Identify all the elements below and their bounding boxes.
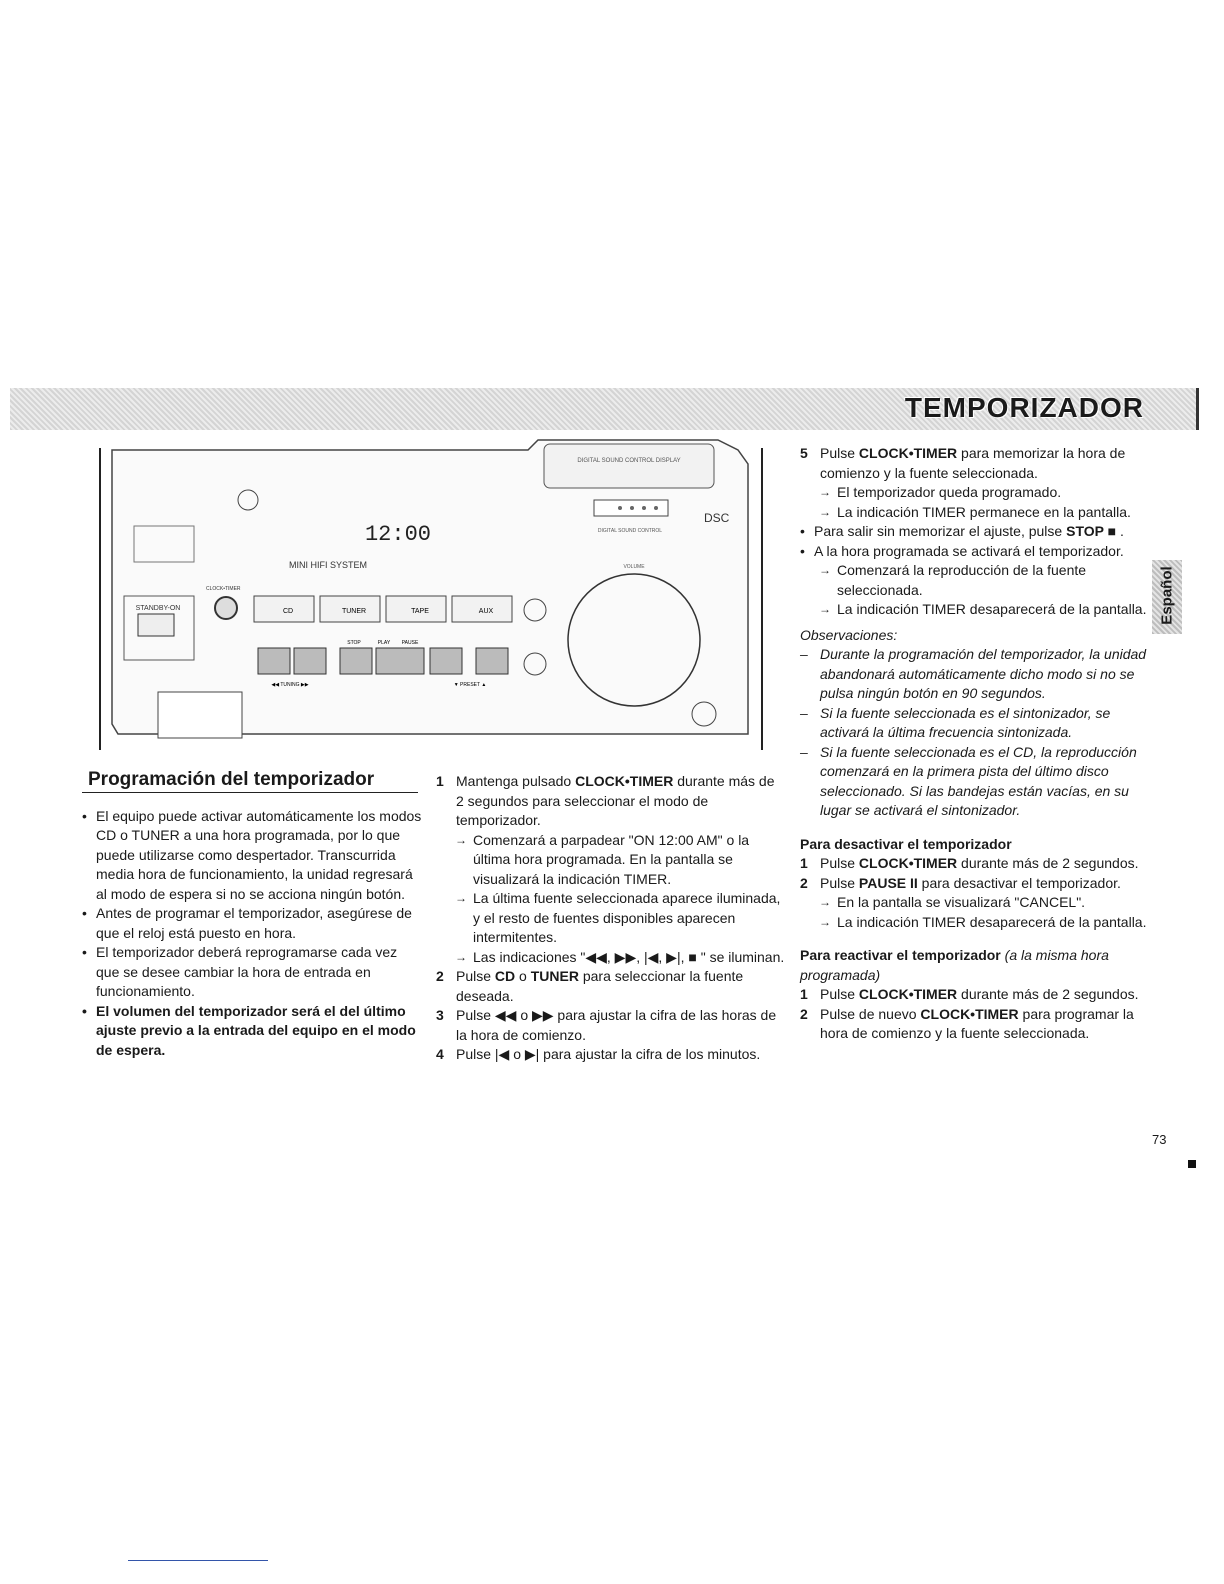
- key-name: CD: [494, 968, 516, 984]
- list-item: • A la hora programada se activará el temporizador.: [800, 542, 1150, 562]
- step-text: durante más de 2 segundos para seleccionar el modo de temporizador.: [456, 773, 775, 828]
- dsc-control-label: DIGITAL SOUND CONTROL: [597, 528, 663, 534]
- pause-label: PAUSE: [401, 640, 419, 646]
- step-text: Pulse de nuevo: [820, 1005, 921, 1022]
- observation-item: – Si la fuente seleccionada es el sintonizador, se activará la última frecuencia sintonizada.: [800, 704, 1150, 743]
- result-line: → Comenzará a parpadear "ON 12:00 AM" o la última hora programada. En la pantalla se visualizará la indicación TIMER.: [436, 831, 786, 890]
- dsc-label: DSC: [704, 511, 730, 525]
- result-line: → La indicación TIMER desaparecerá de la pantalla.: [800, 913, 1150, 933]
- step-number: 1: [436, 773, 444, 789]
- cd-source: CD: [282, 608, 294, 615]
- step-2: [436, 967, 786, 1006]
- heading-note: (a la misma hora programada): [800, 947, 1109, 983]
- step-text: o: [515, 968, 531, 984]
- step-text: durante más de 2 segundos.: [957, 855, 1139, 871]
- step-text: Pulse: [820, 445, 859, 461]
- step-5: [800, 444, 1150, 483]
- clock-timer-label: CLOCK•TIMER: [206, 586, 241, 592]
- intro-list: [82, 807, 422, 1061]
- key-name: CLOCK•TIMER: [575, 773, 674, 789]
- step-text: para seleccionar la fuente deseada.: [456, 968, 744, 1004]
- reactivate-step-2: [800, 1005, 1150, 1044]
- language-tab: [1152, 560, 1182, 634]
- clock-display: 12:00: [364, 522, 432, 547]
- page-number: 73: [1152, 1132, 1167, 1147]
- step-text: Pulse: [820, 874, 859, 891]
- observation-item: – Durante la programación del temporizador, la unidad abandonará automáticamente dicho modo si no se pulsa ningún botón en 90 segundos.: [800, 645, 1150, 704]
- footer-rule: [128, 1560, 268, 1561]
- step-text: Pulse: [820, 986, 859, 1002]
- heading-text: Para reactivar el temporizador: [800, 947, 1001, 963]
- step-text: Pulse ◀◀ o ▶▶ para ajustar la cifra de las horas de la hora de comienzo.: [456, 1007, 777, 1043]
- language-tab-label: Español: [1158, 566, 1176, 625]
- middle-column: [436, 772, 786, 1065]
- list-text: Para salir sin memorizar el ajuste, pulse: [814, 523, 1067, 539]
- left-column: [82, 770, 422, 1060]
- step-1: [436, 772, 786, 831]
- key-name: PAUSE II: [858, 874, 918, 891]
- key-name: CLOCK•TIMER: [920, 1005, 1019, 1022]
- brand-label: MINI HIFI SYSTEM: [288, 560, 368, 570]
- result-line: → La indicación TIMER desaparecerá de la pantalla.: [800, 600, 1150, 620]
- step-number: 2: [800, 1005, 808, 1022]
- step-number: 3: [436, 1007, 444, 1023]
- reactivate-heading: [800, 946, 1150, 985]
- key-name: STOP ■: [1066, 523, 1117, 539]
- notes-list: [800, 522, 1150, 561]
- step-text: Pulse: [820, 855, 859, 871]
- step-number: 5: [800, 445, 808, 461]
- result-line: → Las indicaciones "◀◀, ▶▶, |◀, ▶|, ■ " se iluminan.: [436, 948, 786, 968]
- step-text: para memorizar la hora de comienzo y la fuente seleccionada.: [820, 445, 1126, 481]
- key-name: CLOCK•TIMER: [858, 445, 958, 461]
- step-number: 1: [800, 986, 808, 1002]
- step-text: para programar la hora de comienzo y la fuente seleccionada.: [820, 1005, 1134, 1041]
- key-name: TUNER: [530, 968, 579, 984]
- step-number: 2: [800, 874, 808, 891]
- deactivate-step-1: [800, 854, 1150, 874]
- observation-item: – Si la fuente seleccionada es el CD, la reproducción comenzará en la primera pista del último disco seleccionado. Si las bandejas están vacías, en su lugar se activará el sintonizador.: [800, 743, 1150, 821]
- header-banner: [10, 388, 1199, 430]
- step-number: 4: [436, 1046, 444, 1062]
- section-title: Programación del temporizador: [82, 770, 418, 793]
- list-item: [800, 522, 1150, 542]
- step-4: [436, 1045, 786, 1065]
- play-label: PLAY: [377, 640, 391, 646]
- step-text: para desactivar el temporizador.: [917, 874, 1121, 891]
- step-text: durante más de 2 segundos.: [957, 986, 1139, 1002]
- standby-label: STANDBY-ON: [135, 605, 181, 612]
- key-name: CLOCK•TIMER: [858, 855, 958, 871]
- step-text: Mantenga pulsado: [456, 773, 576, 789]
- step-3: [436, 1006, 786, 1045]
- result-line: → En la pantalla se visualizará "CANCEL".: [800, 893, 1150, 913]
- list-item: • Antes de programar el temporizador, asegúrese de que el reloj está puesto en hora.: [82, 904, 422, 943]
- list-text: .: [1116, 523, 1124, 539]
- preset-label: ▼ PRESET ▲: [453, 682, 487, 688]
- corner-marker: [1188, 1160, 1196, 1168]
- reactivate-step-1: [800, 985, 1150, 1005]
- display-label: DIGITAL SOUND CONTROL DISPLAY: [577, 458, 681, 464]
- list-item: • El temporizador deberá reprogramarse cada vez que se desee cambiar la hora de entrada en funcionamiento.: [82, 943, 422, 1002]
- deactivate-step-2: [800, 874, 1150, 894]
- step-text: Pulse: [456, 968, 495, 984]
- observations-heading: Observaciones:: [800, 626, 898, 643]
- page-title: TEMPORIZADOR: [904, 392, 1144, 423]
- step-number: 2: [436, 968, 444, 984]
- deactivate-heading: Para desactivar el temporizador: [800, 835, 1012, 852]
- tuning-label: ◀◀ TUNING ▶▶: [271, 682, 309, 688]
- device-illustration: [98, 434, 770, 752]
- tuner-source: TUNER: [341, 608, 367, 615]
- list-item: • El volumen del temporizador será el del último ajuste previo a la entrada del equipo en el modo de espera.: [82, 1002, 422, 1061]
- step-number: 1: [800, 855, 808, 871]
- tape-source: TAPE: [411, 608, 429, 615]
- right-column: [800, 444, 1150, 1044]
- volume-label: VOLUME: [623, 564, 645, 570]
- result-line: → La indicación TIMER permanece en la pantalla.: [800, 503, 1150, 523]
- result-line: → Comenzará la reproducción de la fuente seleccionada.: [800, 561, 1150, 600]
- aux-source: AUX: [478, 608, 494, 615]
- key-name: CLOCK•TIMER: [858, 986, 958, 1002]
- result-line: → La última fuente seleccionada aparece iluminada, y el resto de fuentes disponibles aparecen intermitentes.: [436, 889, 786, 948]
- stop-label: STOP: [347, 640, 361, 646]
- list-item: • El equipo puede activar automáticamente los modos CD o TUNER a una hora programada, por lo que puede utilizarse como despertador. Transcurrida media hora de funcionamiento, la unidad regresará al modo de espera si no se acciona ningún botón.: [82, 807, 422, 905]
- step-text: Pulse |◀ o ▶| para ajustar la cifra de los minutos.: [456, 1046, 761, 1062]
- result-line: → El temporizador queda programado.: [800, 483, 1150, 503]
